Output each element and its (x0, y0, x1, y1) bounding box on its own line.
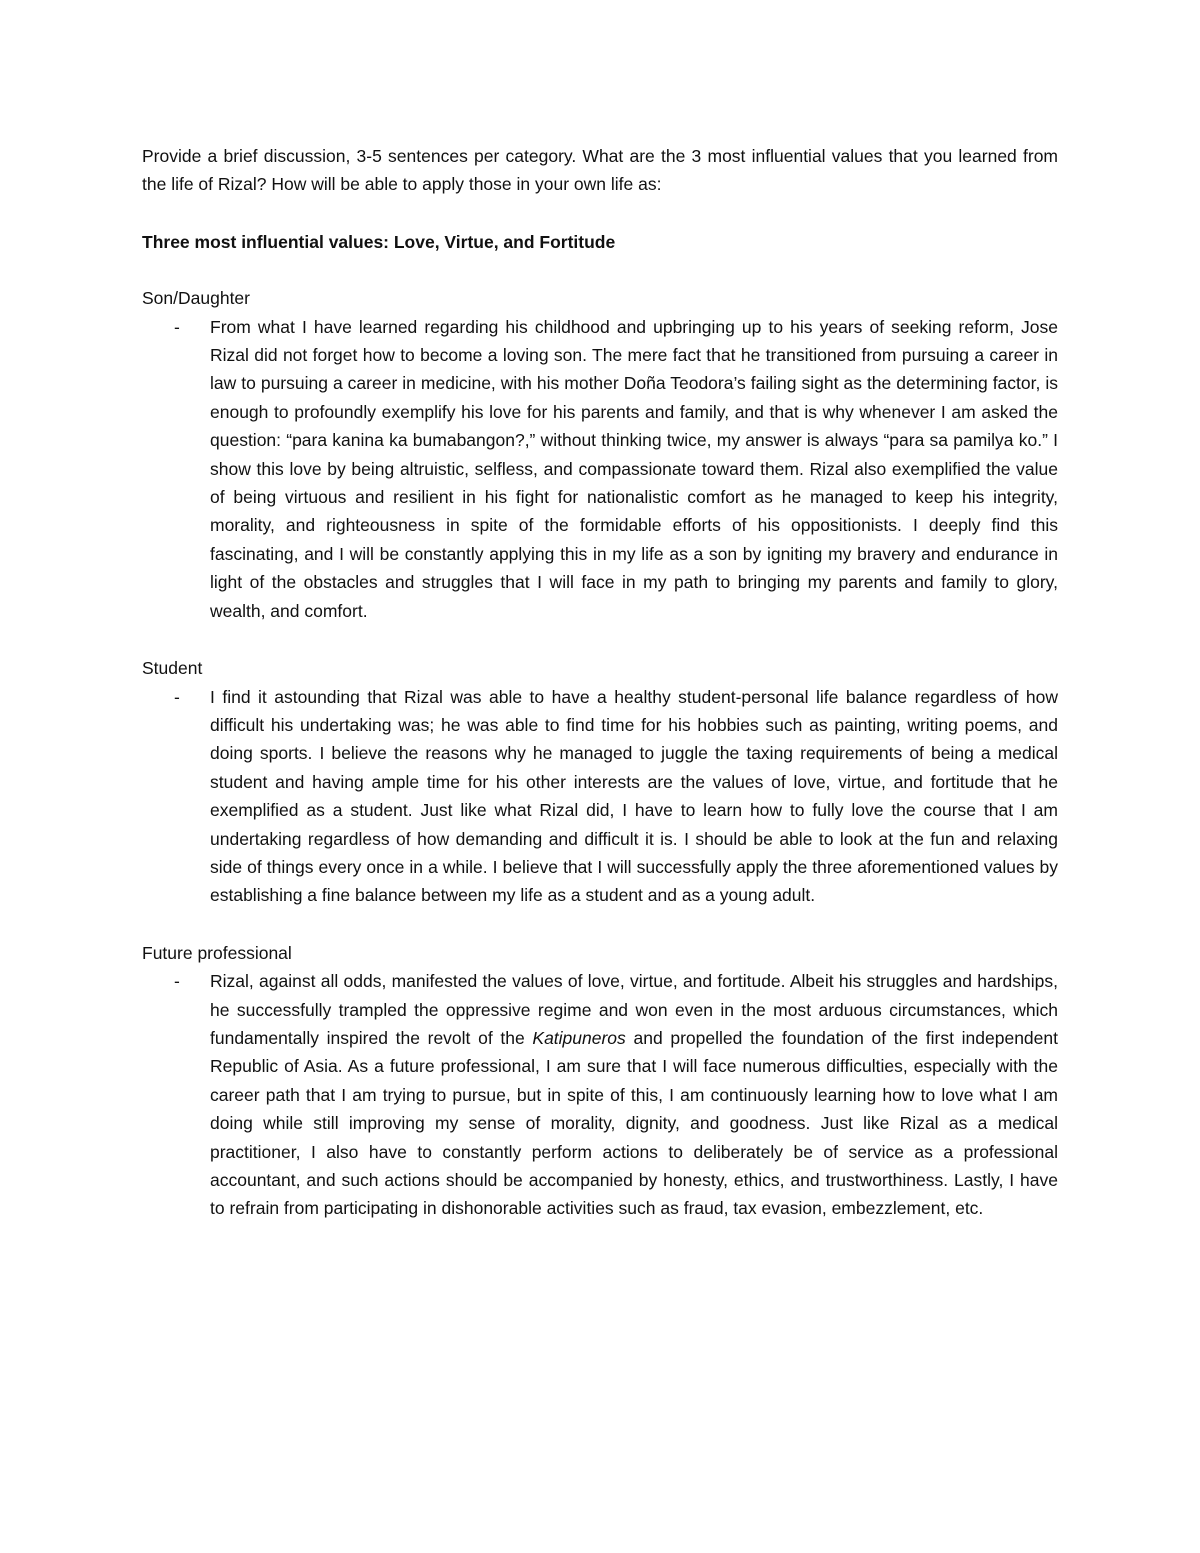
list-item (142, 967, 1058, 1223)
section-title: Future professional (142, 942, 292, 963)
list-item (142, 683, 1058, 910)
body-text-part: Rizal, against all odds, manifested the values of love, virtue, and fortitude. Albeit his struggles and hardships, he successfully trampled the oppressive regime and won even in the most arduous circumstances, which fundamentally inspired the revolt of the (210, 971, 1058, 1048)
section-body: I find it astounding that Rizal was able to have a healthy student-personal life balance regardless of how difficult his undertaking was; he was able to find time for his hobbies such as painting, writing poems, and doing sports. I believe the reasons why he managed to juggle the taxing requirements of being a medical student and having ample time for his other interests are the values of love, virtue, and fortitude that he exemplified as a student. Just like what Rizal did, I have to learn how to fully love the course that I am undertaking regardless of how demanding and difficult it is. I should be able to look at the fun and relaxing side of things every once in a while. I believe that I will successfully apply the three aforementioned values by establishing a fine balance between my life as a student and as a young adult. (210, 686, 1058, 906)
bullet-dash: - (174, 971, 180, 992)
body-text-part: and propelled the foundation of the first independent Republic of Asia. As a future professional, I am sure that I will face numerous difficulties, especially with the career path that I am trying to pursue, but in spite of this, I am continuously learning how to love what I am doing while still improving my sense of morality, dignity, and goodness. Just like Rizal as a medical practitioner, I also have to constantly perform actions to deliberately be of service as a professional accountant, and such actions should be accompanied by honesty, ethics, and trustworthiness. Lastly, I have to refrain from participating in dishonorable activities such as fraud, tax evasion, embezzlement, etc. (210, 1027, 1058, 1219)
italic-term: Katipuneros (532, 1027, 626, 1048)
list-item (142, 313, 1058, 625)
section-body (210, 967, 1058, 1223)
section-son-daughter (142, 284, 1058, 625)
section-title: Student (142, 658, 203, 679)
section-body: From what I have learned regarding his childhood and upbringing up to his years of seeking reform, Jose Rizal did not forget how to become a loving son. The mere fact that he transitioned from pursuing a career in law to pursuing a career in medicine, with his mother Doña Teodora’s failing sight as the determining factor, is enough to profoundly exemplify his love for his parents and family, and that is why whenever I am asked the question: “para kanina ka bumabangon?,” without thinking twice, my answer is always “para sa pamilya ko.” I show this love by being altruistic, selfless, and compassionate toward them. Rizal also exemplified the value of being virtuous and resilient in his fight for nationalistic comfort as he managed to keep his integrity, morality, and righteousness in spite of the formidable efforts of his oppositionists. I deeply find this fascinating, and I will be constantly applying this in my life as a son by igniting my bravery and endurance in light of the obstacles and struggles that I will face in my path to bringing my parents and family to glory, wealth, and comfort. (210, 316, 1058, 621)
section-student (142, 654, 1058, 910)
intro-paragraph: Provide a brief discussion, 3-5 sentences per category. What are the 3 most influential values that you learned from the life of Rizal? How will be able to apply those in your own life as: (142, 146, 1058, 195)
document-page (142, 142, 1058, 1223)
section-future-professional (142, 939, 1058, 1223)
bullet-dash: - (174, 316, 180, 337)
bullet-dash: - (174, 686, 180, 707)
section-title: Son/Daughter (142, 288, 250, 309)
values-heading: Three most influential values: Love, Virtue, and Fortitude (142, 231, 616, 252)
